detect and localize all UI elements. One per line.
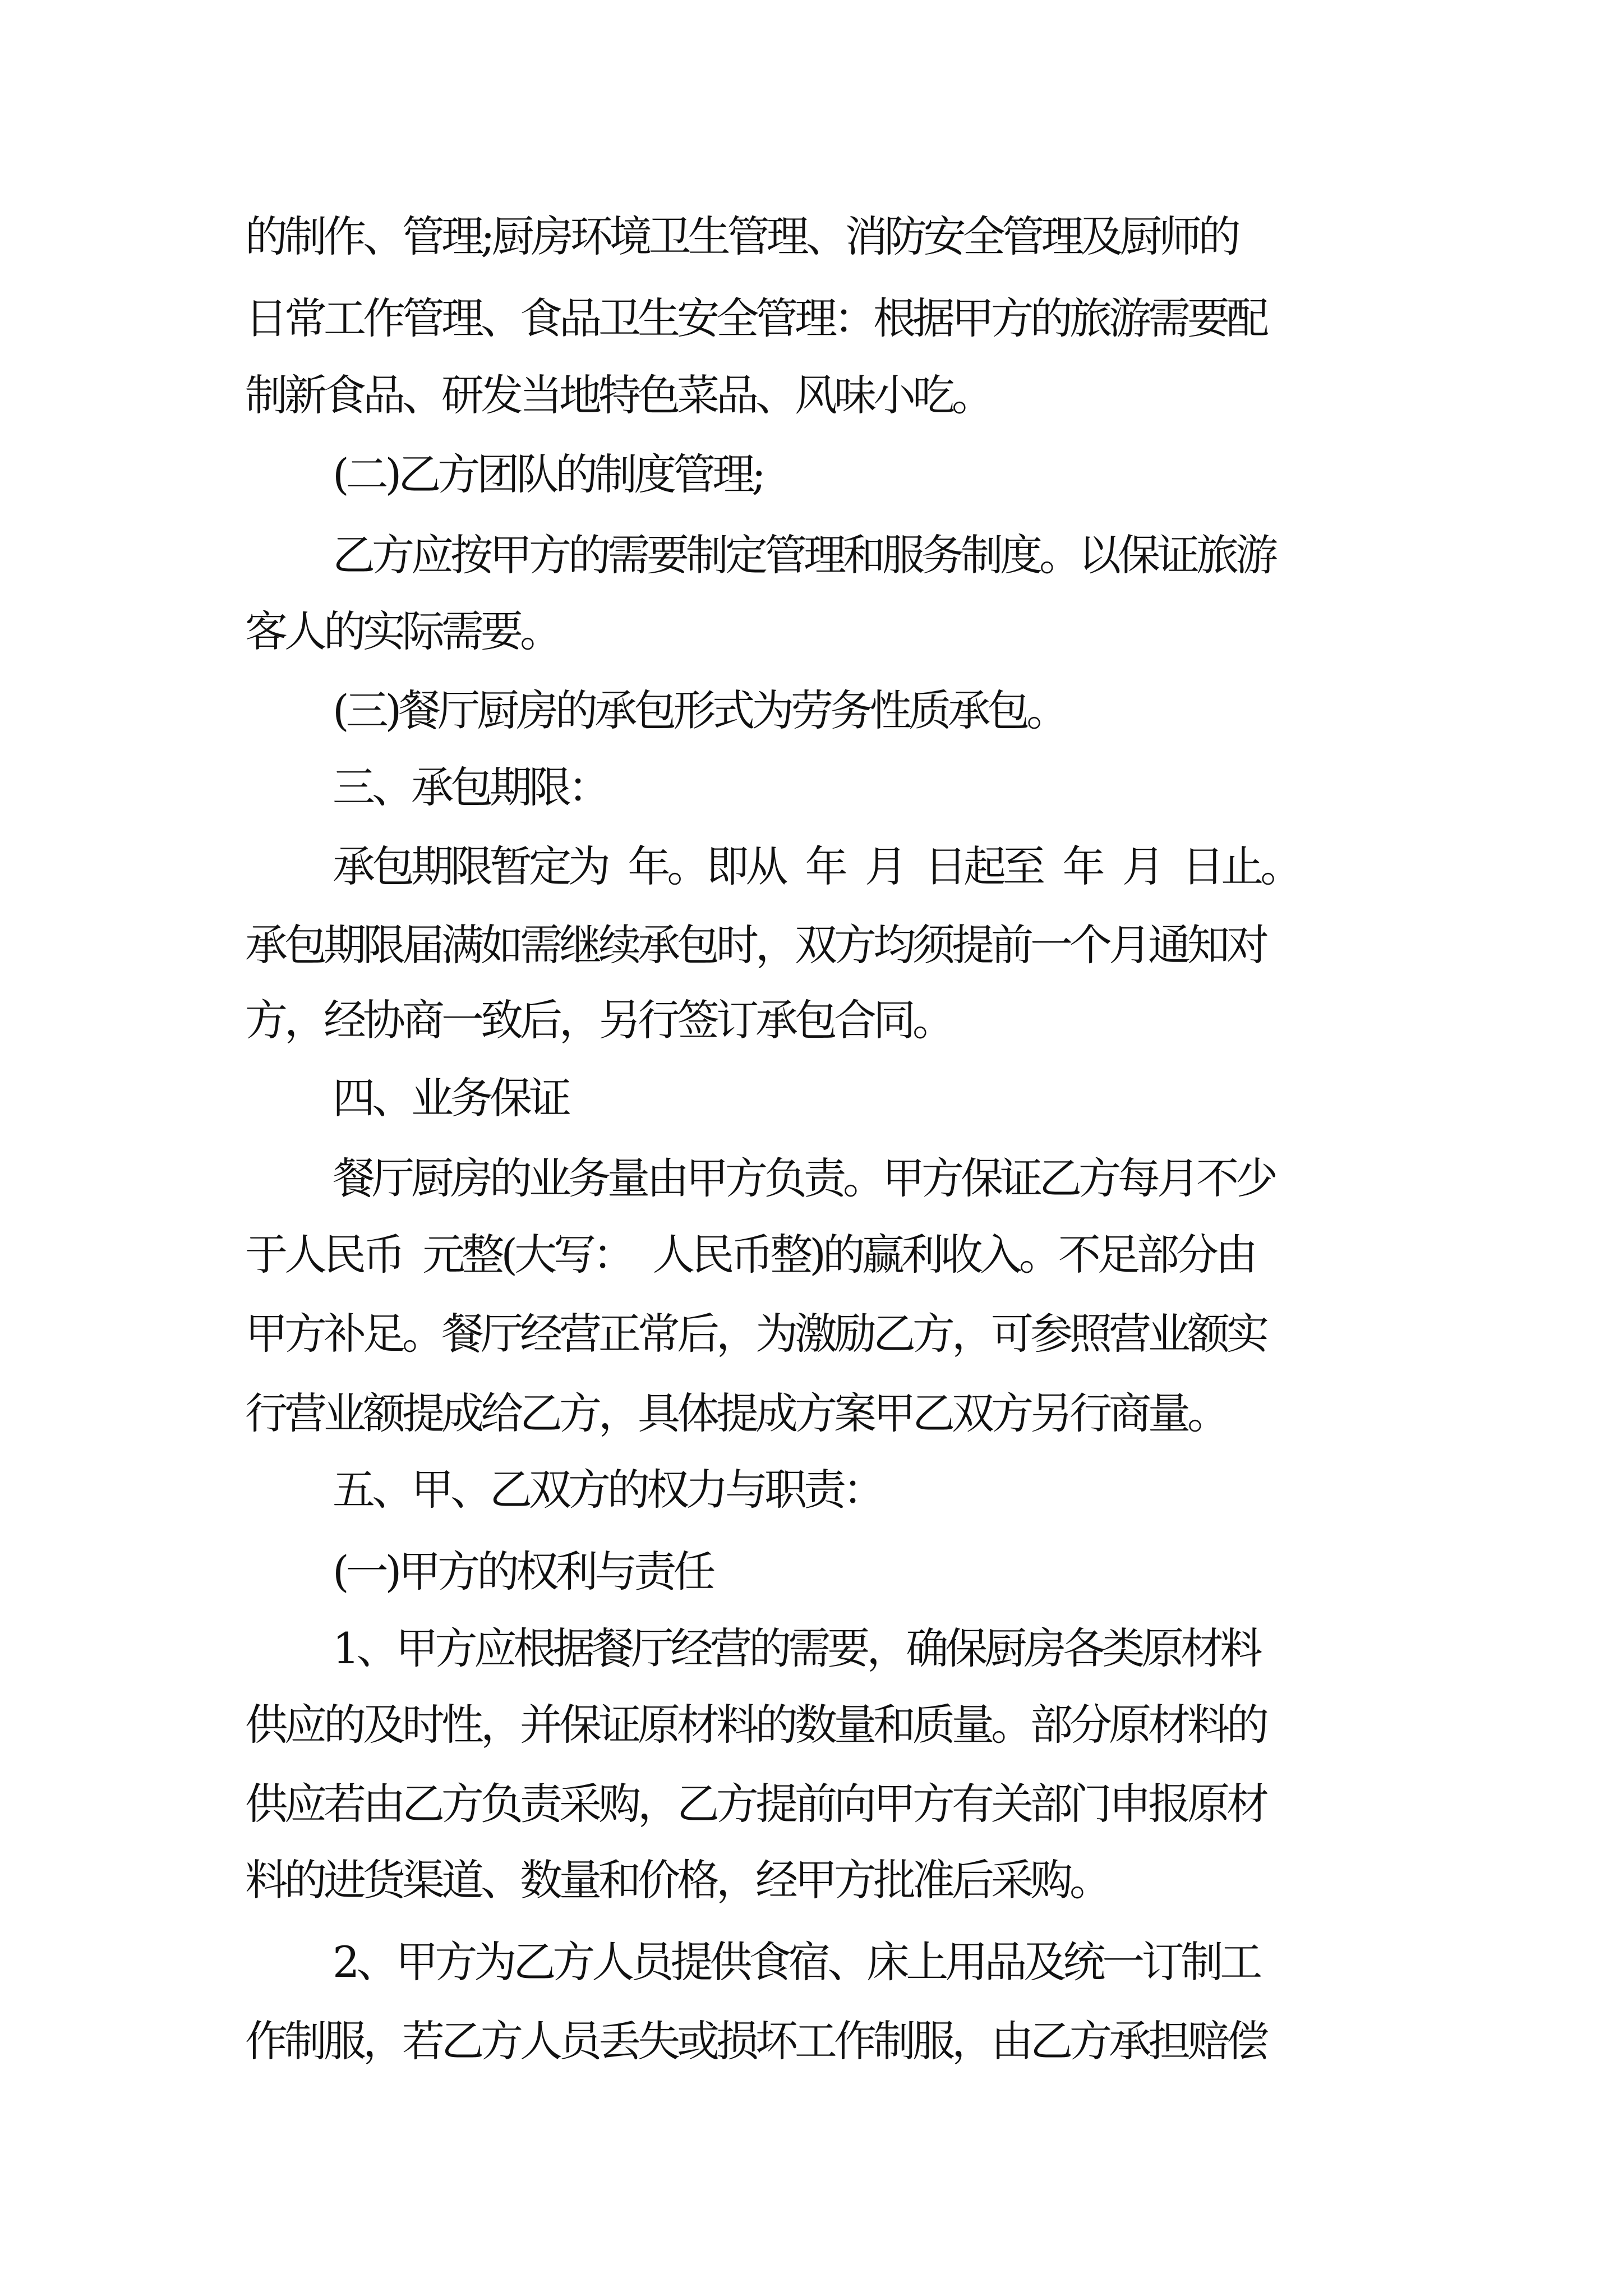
text-line: 制新食品、研发当地特色菜品、风味小吃。 — [245, 370, 991, 420]
section-heading: 三、承包期限： — [333, 762, 607, 812]
text-line: 日常工作管理、食品卫生安全管理：根据甲方的旅游需要配 — [245, 293, 1266, 343]
section-heading: (二)乙方团队的制度管理; — [333, 449, 763, 499]
text-line: 作制服，若乙方人员丢失或损坏工作制服，由乙方承担赔偿 — [245, 2016, 1266, 2066]
text-line: 的制作、管理;厨房环境卫生管理、消防安全管理及厨师的 — [245, 211, 1238, 261]
text-line: 乙方应按甲方的需要制定管理和服务制度。以保证旅游 — [333, 530, 1275, 580]
section-heading: (一)甲方的权利与责任 — [333, 1547, 713, 1596]
text-line: 料的进货渠道、数量和价格，经甲方批准后采购。 — [245, 1855, 1109, 1905]
text-line: 甲方补足。餐厅经营正常后，为激励乙方，可参照营业额实 — [245, 1309, 1266, 1359]
text-line: 方，经协商一致后，另行签订承包合同。 — [245, 995, 952, 1045]
text-line: 行营业额提成给乙方，具体提成方案甲乙双方另行商量。 — [245, 1388, 1227, 1438]
text-line: 承包期限暂定为 年。即从 年 月 日起至 年 月 日止。 — [333, 841, 1300, 891]
section-heading: (三)餐厅厨房的承包形式为劳务性质承包。 — [333, 685, 1066, 735]
text-line: 餐厅厨房的业务量由甲方负责。甲方保证乙方每月不少 — [333, 1153, 1275, 1203]
text-line: 供应的及时性，并保证原材料的数量和质量。部分原材料的 — [245, 1700, 1266, 1750]
text-line: 于人民币 元整(大写： 人民币整)的赢利收入。不足部分由 — [245, 1230, 1255, 1280]
section-heading: 五、甲、乙双方的权力与职责： — [333, 1465, 882, 1515]
text-line: 2、甲方为乙方人员提供食宿、床上用品及统一订制工 — [333, 1937, 1260, 1987]
text-line: 承包期限届满如需继续承包时，双方均须提前一个月通知对 — [245, 920, 1266, 970]
text-line: 供应若由乙方负责采购，乙方提前向甲方有关部门申报原材 — [245, 1779, 1266, 1829]
text-line: 1、甲方应根据餐厅经营的需要，确保厨房各类原材料 — [333, 1623, 1260, 1673]
text-line: 客人的实际需要。 — [245, 606, 559, 656]
section-heading: 四、业务保证 — [333, 1073, 568, 1123]
